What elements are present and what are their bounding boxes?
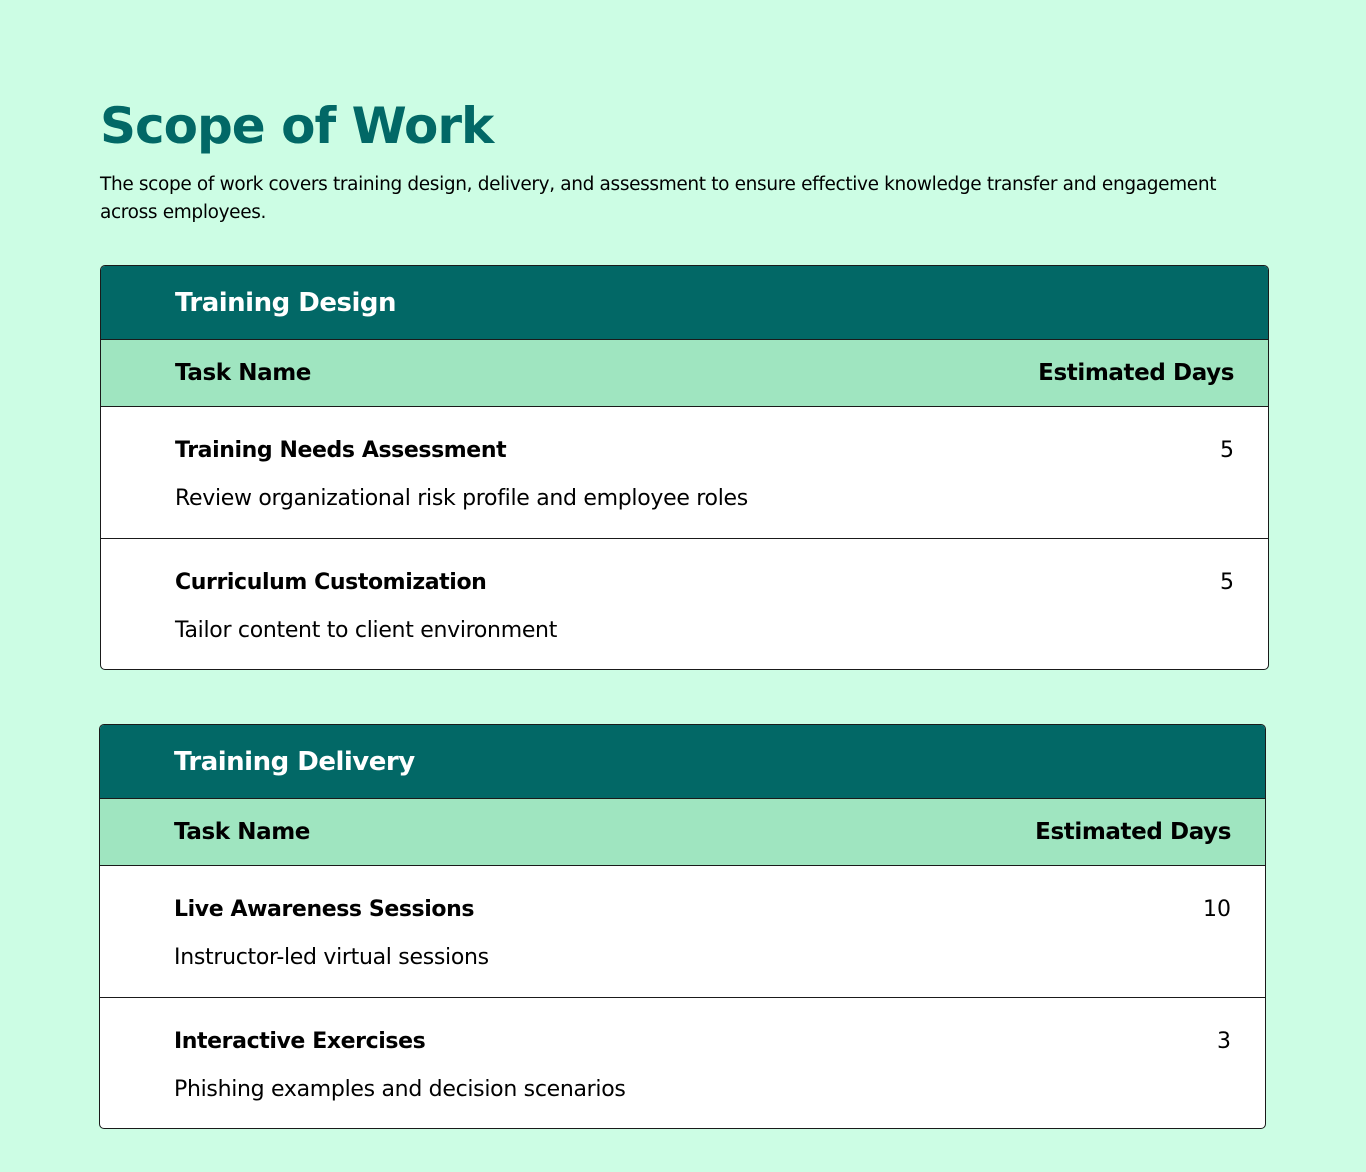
task-days: 3 <box>1217 1029 1231 1054</box>
task-description: Review organizational risk profile and employee roles <box>175 486 748 511</box>
section-header <box>100 725 1265 799</box>
page-title: Scope of Work <box>100 97 494 155</box>
section-header <box>101 266 1268 340</box>
table-row <box>101 539 1268 670</box>
task-days: 5 <box>1220 438 1234 463</box>
task-days: 5 <box>1220 570 1234 595</box>
column-header-task-name: Task Name <box>175 360 311 386</box>
task-name: Interactive Exercises <box>174 1029 426 1054</box>
section-training-delivery <box>99 724 1266 1129</box>
task-description: Instructor-led virtual sessions <box>174 945 489 970</box>
task-name: Live Awareness Sessions <box>174 897 475 922</box>
column-header-estimated-days: Estimated Days <box>1038 360 1234 386</box>
intro-paragraph: The scope of work covers training design, delivery, and assessment to ensure effective knowledge transfer and engagement across employees. <box>100 174 1217 223</box>
task-days: 10 <box>1203 897 1231 922</box>
task-description: Phishing examples and decision scenarios <box>174 1077 626 1102</box>
task-description: Tailor content to client environment <box>175 618 558 643</box>
column-header-row <box>100 799 1265 866</box>
task-name: Curriculum Customization <box>175 570 487 595</box>
column-header-row <box>101 340 1268 407</box>
table-row <box>101 407 1268 539</box>
section-title: Training Design <box>175 287 396 318</box>
column-header-estimated-days: Estimated Days <box>1035 819 1231 845</box>
section-training-design <box>100 265 1269 670</box>
section-title: Training Delivery <box>174 746 415 777</box>
task-name: Training Needs Assessment <box>175 438 507 463</box>
column-header-task-name: Task Name <box>174 819 310 845</box>
table-row <box>100 866 1265 998</box>
table-row <box>100 998 1265 1129</box>
